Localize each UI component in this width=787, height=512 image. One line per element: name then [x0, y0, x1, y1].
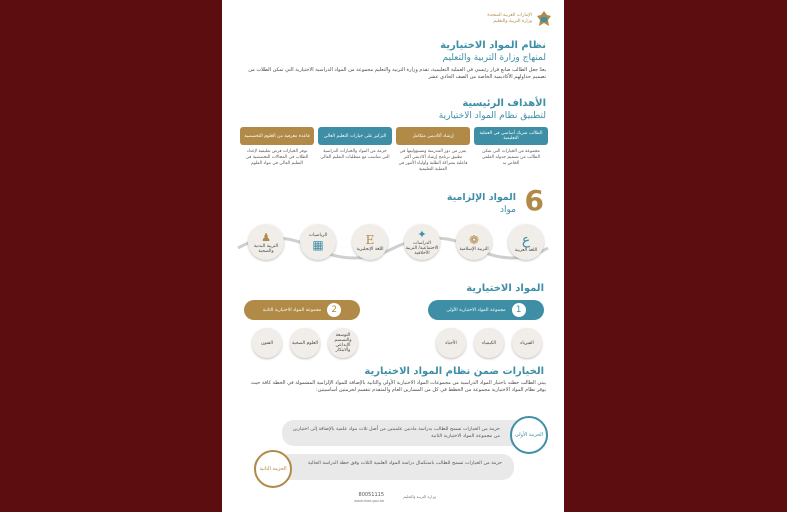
subject-pe [248, 224, 284, 260]
options-title: الخيارات ضمن نظام المواد الاختيارية [364, 366, 544, 377]
goal-head: قاعدة معرفية من العلوم التخصصية [240, 127, 314, 145]
elective-subject: الأحياء [436, 328, 466, 358]
subject-label: الدراسات الاجتماعية/ التربية الأخلاقية [405, 241, 439, 256]
english-icon: E [365, 232, 375, 247]
package-1-badge: الحزمة الأولى [510, 416, 548, 454]
elective-subject: التوسعة والتصميم الإبداعي والابتكار [328, 328, 358, 358]
social-icon: ✦ [417, 228, 427, 241]
elective-subject: العلوم الصحية [290, 328, 320, 358]
subject-label: اللغة الإنجليزية [356, 246, 384, 252]
goals-subtitle: لتطبيق نظام المواد الاختيارية [438, 111, 546, 121]
goal-body: حزمة من المواد والخيارات الدراسية التي تتناسب مع متطلبات التعليم العالي [320, 149, 390, 160]
group-label: مجموعة المواد الاختيارية الثانية [262, 307, 322, 313]
elective-group-1 [428, 300, 544, 320]
footer-web: www.moe.gov.ae [354, 499, 384, 503]
intro-body: يعدّ جعل الطالب صانع قرار رئيسي في العملية التعليمية، تقدم وزارة التربية والتعليم مجموعة من المواد الدراسية الاختيارية التي تمكن الطلاب من تصميم جداولهم الأكاديمية الخاصة من الصف الحادي عشر [248, 67, 546, 80]
subject-label: التربية البدنية والصحية [253, 243, 279, 254]
subject-islamic [456, 224, 492, 260]
mandatory-title: المواد الإلزامية [446, 192, 516, 203]
subject-math [300, 224, 336, 260]
group-number: 1 [512, 303, 526, 317]
elective-subject: الفنون [252, 328, 282, 358]
package-2-badge: الحزمة الثانية [254, 450, 292, 488]
intro-title: نظام المواد الاختيارية [440, 40, 546, 51]
package-text: حزمة من الخيارات تسمح للطالب باستكمال دراسة المواد العلمية الثلاث وفق خطة الدراسة الحالية [308, 461, 502, 466]
goal-body: توفر الخيارات فرص تعليمية لإعداد الطلاب في المجالات التخصصية في التعليم العالي في مواد العلوم [245, 149, 309, 166]
options-body: يبني الطالب خطته باختيار المواد الدراسية من مجموعات المواد الاختيارية الأولى والثانية بالإضافة للمواد الإلزامية المشمولة في الخطة كافة حيث يوفر نظام المواد الاختيارية مجموعة من الخطط في كل من المسارين العام والمتقدم تنقسم لحزمتين أساسيتين: [250, 380, 546, 393]
islamic-icon: ❁ [468, 232, 480, 247]
mandatory-count: 6 [524, 184, 544, 217]
package-1-bar [282, 420, 542, 446]
elective-group-2 [244, 300, 360, 320]
mandatory-unit: مواد [500, 205, 516, 215]
goal-body: مجموعة من الخيارات التي تمكن الطالب من تصميم جدوله العلمي الخاص به [481, 149, 541, 166]
subject-social [404, 224, 440, 260]
elective-subject: الفيزياء [512, 328, 542, 358]
goal-head: التركيز على خيارات التعليم العالي [318, 127, 392, 145]
math-icon: ▦ [312, 237, 324, 252]
subject-label: اللغة العربية [514, 247, 538, 253]
goal-card [396, 127, 470, 177]
goal-card [240, 127, 314, 171]
pe-icon: ♟ [261, 230, 271, 244]
subject-label: الرياضيات [308, 232, 328, 238]
goal-body: يعزز من دور المدرسة ومسؤوليتها في تطبيق برنامج إرشاد أكاديمي أكثر فاعلية بشراكة الطلبة وأولياء الأمور في العملية التعليمية [398, 149, 468, 172]
goal-head: إرشاد أكاديمي متكامل [396, 127, 470, 145]
arabic-icon: ع [521, 231, 531, 248]
group-label: مجموعة المواد الاختيارية الأولى [446, 307, 506, 313]
ministry-name [487, 13, 532, 25]
goals-title: الأهداف الرئيسية [462, 98, 546, 109]
infographic-page [222, 0, 564, 512]
goal-card [318, 127, 392, 165]
group-number: 2 [327, 303, 341, 317]
goal-card [474, 127, 548, 171]
emblem-icon [536, 10, 552, 28]
intro-subtitle: لمنهاج وزارة التربية والتعليم [442, 53, 546, 63]
elective-title: المواد الاختيارية [466, 283, 544, 294]
subject-arabic [508, 224, 544, 260]
ministry-logo [487, 10, 552, 28]
subject-label: التربية الإسلامية [459, 246, 489, 252]
footer-phone: 80051115 [358, 492, 384, 498]
goal-head: الطالب شريك أساسي في العملية التعليمية [474, 127, 548, 145]
org-line1: الإمارات العربية المتحدة [487, 13, 532, 18]
subject-english [352, 224, 388, 260]
package-2-bar [254, 454, 514, 480]
org-line2: وزارة التربية والتعليم [493, 19, 532, 24]
package-text: حزمة من الخيارات تسمح للطالب بدراسة مادتين علميتين من أصل ثلاث مواد علمية بالإضافة إلى اختيارين من مجموعة المواد الاختيارية الثانية [292, 427, 500, 439]
elective-subject: الكيمياء [474, 328, 504, 358]
footer-org: وزارة التربية والتعليم [403, 494, 436, 499]
